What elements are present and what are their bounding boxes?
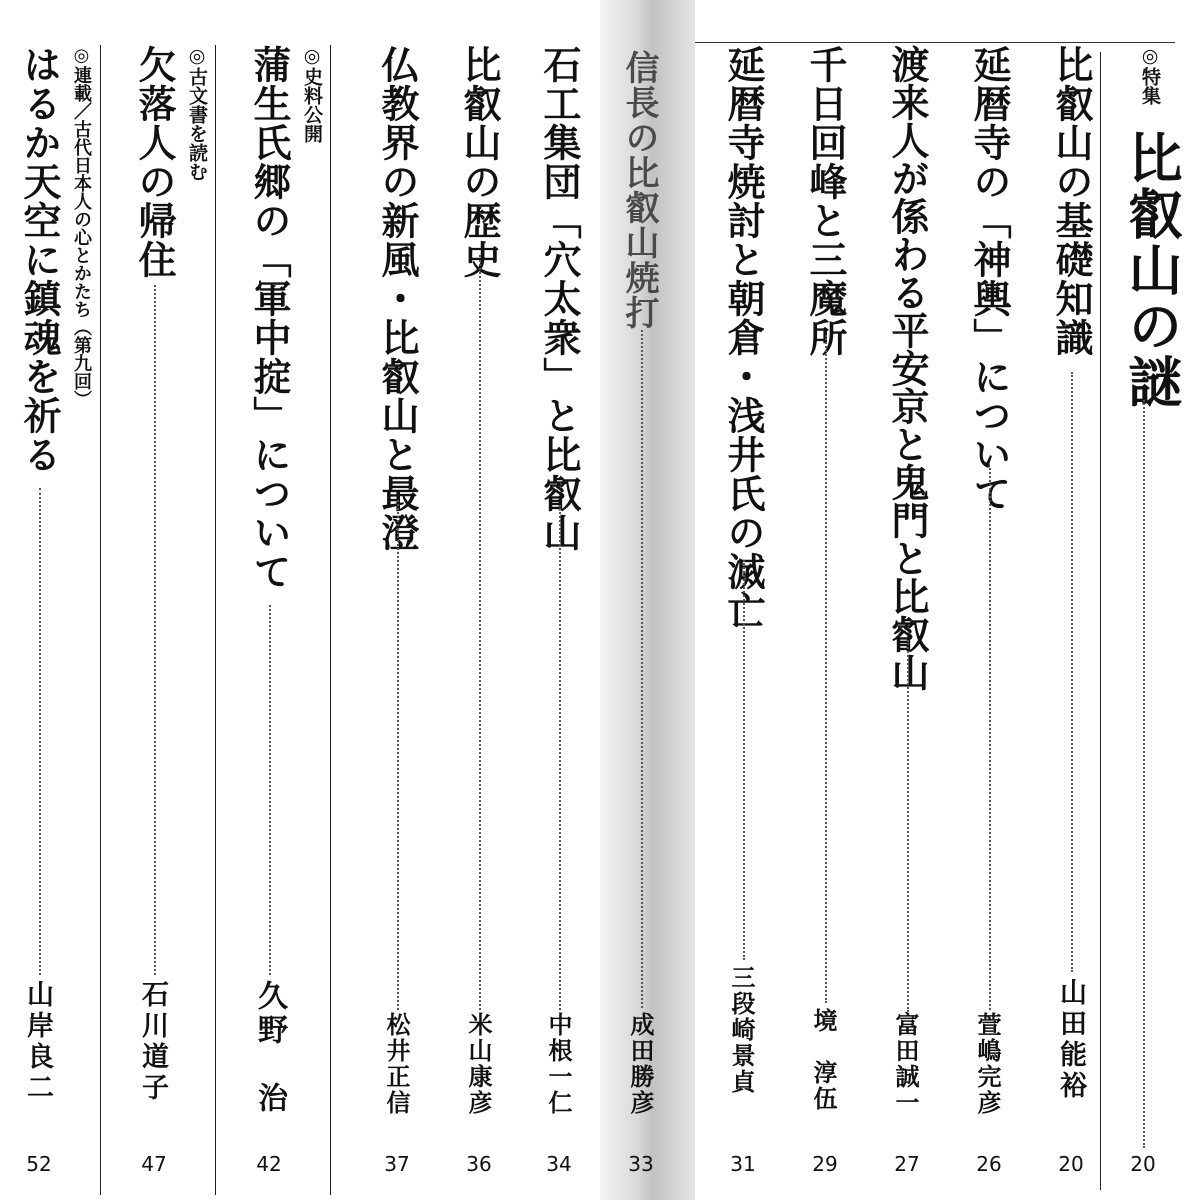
article-title-5[interactable]: 延暦寺焼討と朝倉・浅井氏の滅亡 <box>721 45 766 630</box>
article-author-5: 三段崎景貞 <box>727 965 755 1095</box>
article-author-3: 富田誠一 <box>891 1012 919 1116</box>
article-leader-4 <box>825 335 827 1003</box>
article-page-9: 37 <box>384 1152 410 1176</box>
article-title-2[interactable]: 延暦寺の「神輿」について <box>967 45 1012 513</box>
article-leader-7 <box>559 505 561 1010</box>
section-rule-2 <box>215 45 216 1195</box>
special-page: 20 <box>1130 1152 1156 1176</box>
rensai-label: ◎連載／古代日本人の心とかたち（第九回） <box>71 45 92 408</box>
shiryo-page: 42 <box>256 1152 282 1176</box>
article-page-6: 33 <box>628 1152 654 1176</box>
article-leader-8 <box>479 255 481 1010</box>
article-leader-2 <box>989 468 991 1010</box>
komonjo-label: ◎古文書を読む <box>186 45 208 181</box>
komonjo-author: 石川道子 <box>137 980 168 1104</box>
article-author-2: 萱嶋完彦 <box>973 1012 1001 1116</box>
rensai-page: 52 <box>26 1152 52 1176</box>
article-page-4: 29 <box>812 1152 838 1176</box>
special-leader <box>1143 400 1145 1148</box>
shiryo-label: ◎史料公開 <box>301 45 323 143</box>
special-title[interactable]: 比叡山の謎 <box>1120 130 1184 410</box>
article-leader-3 <box>907 640 909 1012</box>
feature-rule <box>1100 52 1101 1190</box>
shiryo-title[interactable]: 蒲生氏郷の「軍中掟」について <box>247 45 292 591</box>
top-rule <box>695 42 1175 43</box>
article-title-6[interactable]: 信長の比叡山焼打 <box>619 50 659 330</box>
article-leader-9 <box>397 500 399 1010</box>
rensai-author: 山岸良二 <box>22 980 53 1104</box>
shiryo-author: 久野 治 <box>252 980 287 1116</box>
article-author-8: 米山康彦 <box>464 1012 492 1116</box>
article-title-1[interactable]: 比叡山の基礎知識 <box>1049 45 1094 357</box>
article-author-9: 松井正信 <box>382 1012 410 1116</box>
article-page-1: 20 <box>1058 1152 1084 1176</box>
komonjo-leader <box>154 285 156 975</box>
article-title-4[interactable]: 千日回峰と三魔所 <box>803 45 848 357</box>
article-title-7[interactable]: 石工集団「穴太衆」と比叡山 <box>537 45 582 552</box>
article-title-3[interactable]: 渡来人が係わる平安京と鬼門と比叡山 <box>885 45 930 691</box>
rensai-title[interactable]: はるか天空に鎮魂を祈る <box>17 45 62 474</box>
article-title-8[interactable]: 比叡山の歴史 <box>457 45 502 279</box>
section-rule-3 <box>100 45 101 1195</box>
komonjo-page: 47 <box>141 1152 167 1176</box>
article-title-9[interactable]: 仏教界の新風・比叡山と最澄 <box>375 45 420 552</box>
article-page-7: 34 <box>546 1152 572 1176</box>
article-page-8: 36 <box>466 1152 492 1176</box>
komonjo-title[interactable]: 欠落人の帰住 <box>132 45 177 279</box>
article-author-1: 山田能裕 <box>1055 978 1086 1102</box>
special-label: ◎特集 <box>1139 45 1161 105</box>
article-page-2: 26 <box>976 1152 1002 1176</box>
article-leader-6 <box>641 330 643 1008</box>
article-author-7: 中根一仁 <box>544 1012 572 1116</box>
article-author-6: 成田勝彦 <box>626 1012 654 1116</box>
shiryo-leader <box>269 605 271 975</box>
section-rule-1 <box>330 45 331 1195</box>
article-author-4: 境 淳伍 <box>809 1008 837 1112</box>
article-page-3: 27 <box>894 1152 920 1176</box>
article-leader-1 <box>1071 372 1073 972</box>
rensai-leader <box>39 488 41 975</box>
article-page-5: 31 <box>730 1152 756 1176</box>
article-leader-5 <box>743 560 745 960</box>
